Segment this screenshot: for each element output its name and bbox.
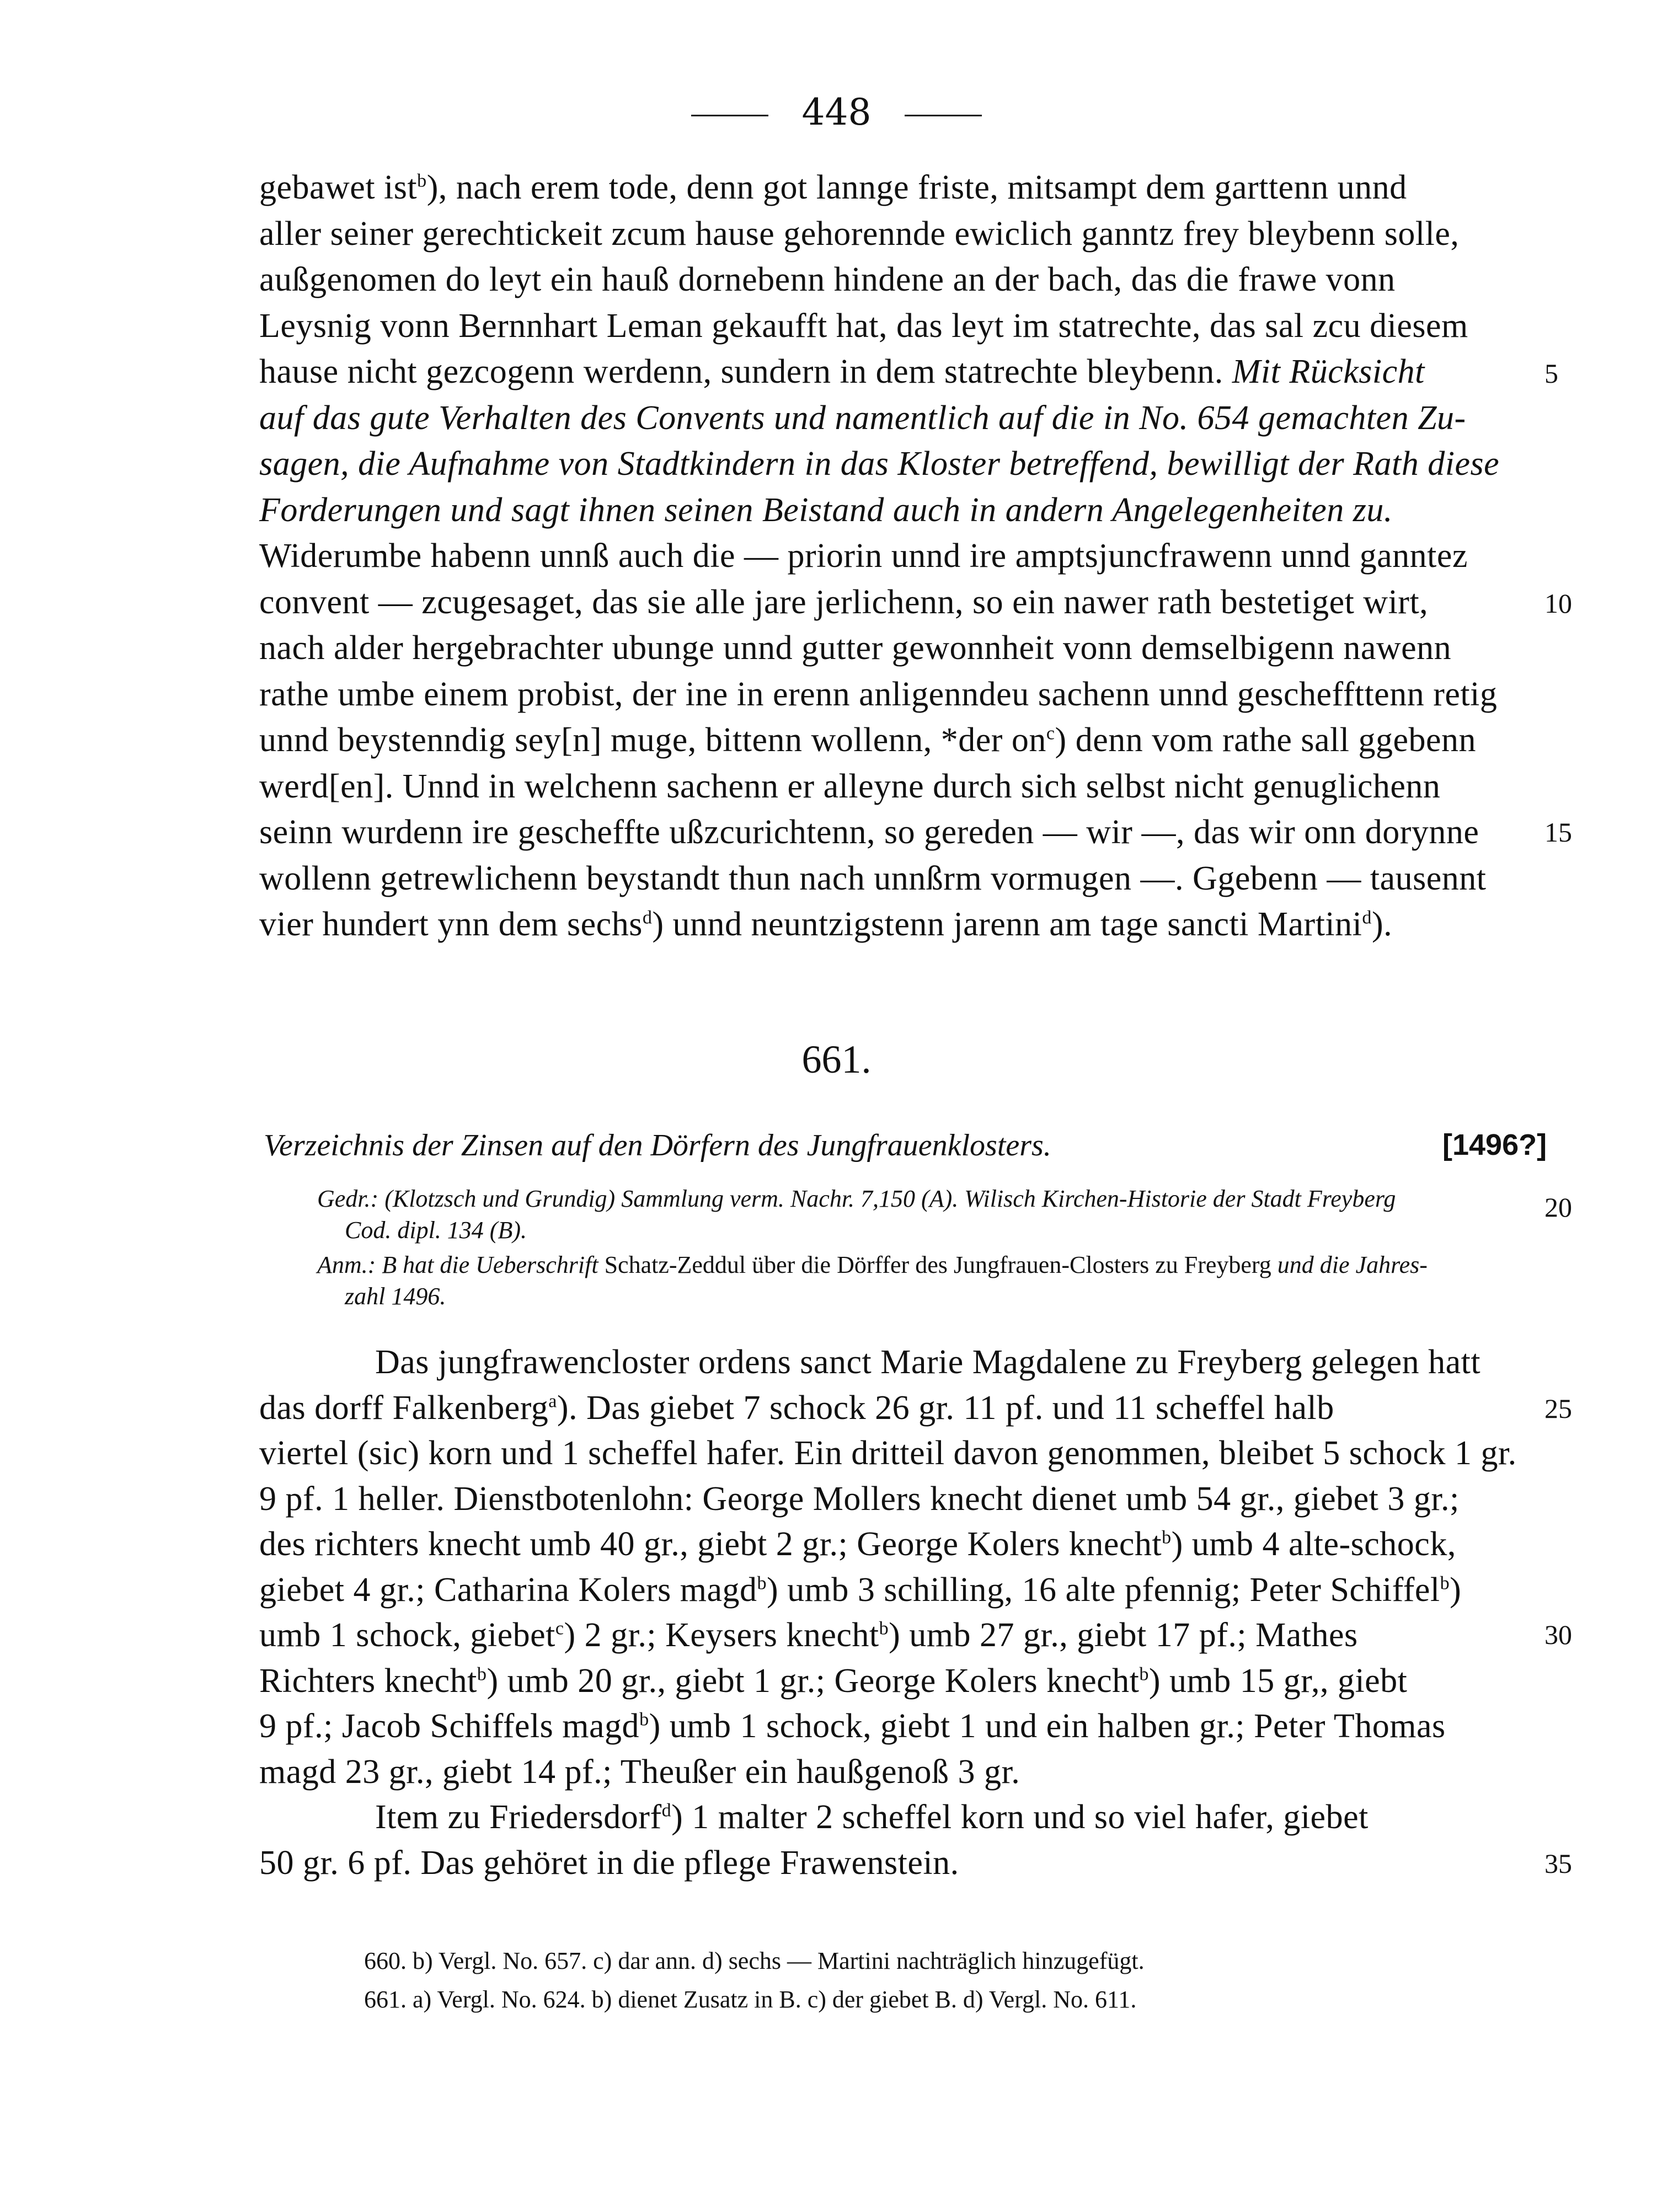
line-number: 10 [1544, 588, 1572, 619]
annotation-cont: zahl 1496. [345, 1283, 446, 1310]
header-dash-right [905, 115, 982, 116]
text-line: werd[en]. Unnd in welchenn sachenn er alleyne durch sich selbst nicht genuglichenn [259, 767, 1441, 805]
page-number: 448 [801, 91, 872, 133]
text-line: außgenomen do leyt ein hauß dornebenn hindene an der bach, das die frawe vonn [259, 261, 1396, 298]
text-line: umb 1 schock, giebet$^c$) 2 gr.; Keysers knecht$^b$) umb 27 gr., giebt 17 pf.; Mathes [259, 1616, 1358, 1654]
text-line: convent — zcugesaget, das sie alle jare jerlichenn, so ein nawer rath bestetiget wirt, [259, 583, 1429, 621]
line-number: 20 [1544, 1192, 1572, 1223]
text-line: des richters knecht umb 40 gr., giebt 2 gr.; George Kolers knecht$^b$) umb 4 alte-schock, [259, 1525, 1456, 1563]
text-line: 9 pf.; Jacob Schiffels magd$^b$) umb 1 schock, giebt 1 und ein halben gr.; Peter Thomas [259, 1707, 1446, 1745]
line-number: 35 [1544, 1848, 1572, 1879]
inline-italic: Mit Rücksicht [1223, 353, 1425, 390]
header-dash-left [691, 115, 768, 116]
text-line: Das jungfrawencloster ordens sanct Marie Magdalene zu Freyberg gelegen hatt [375, 1343, 1481, 1381]
text-line: unnd beystenndig sey[n] muge, bittenn wollenn, *der $on^c$) denn vom rathe sall ggebenn [259, 721, 1476, 759]
text-line: auf das gute Verhalten des Convents und namentlich auf die in No. 654 gemachten Zu- [259, 399, 1466, 437]
annotation-part: und die Jahres- [1271, 1251, 1428, 1278]
line-number: 30 [1544, 1619, 1572, 1650]
annotation-quote: Schatz-Zeddul über die Dörffer des Jungfrauen-Closters zu Freyberg [604, 1251, 1271, 1278]
regest-title: Verzeichnis der Zinsen auf den Dörfern des Jungfrauenklosters. [264, 1128, 1051, 1163]
text-line: 9 pf. 1 heller. Dienstbotenlohn: George Mollers knecht dienet umb 54 gr., giebet 3 gr.; [259, 1480, 1460, 1518]
text-line: Widerumbe habenn unnß auch die — priorin unnd ire amptsjuncfrawenn unnd ganntez [259, 537, 1468, 575]
text-line: das dorff Falkenberg$^a$). Das giebet 7 schock 26 gr. 11 pf. und 11 scheffel halb [259, 1389, 1334, 1427]
text-line: gebawet ist$^b$), nach erem tode, denn got lannge friste, mitsampt dem garttenn unnd [259, 169, 1407, 206]
text-line: 50 gr. 6 pf. Das gehöret in die pflege Frawenstein. [259, 1844, 959, 1882]
text-line: viertel (sic) korn und 1 scheffel hafer. Ein dritteil davon genommen, bleibet 5 schock 1 gr. [259, 1434, 1517, 1472]
text-line: rathe umbe einem probist, der ine in erenn anligenndeu sachenn unnd gescheffttenn retig [259, 675, 1498, 713]
line-number: 5 [1544, 358, 1558, 389]
document-date: [1496?] [1442, 1128, 1547, 1161]
text-line: seinn wurdenn ire gescheffte ußzcurichtenn, so gereden — wir —, das wir onn dorynne [259, 813, 1479, 851]
text-line: Item zu Friedersdorf$^d$) 1 malter 2 scheffel korn und so viel hafer, giebet [375, 1798, 1369, 1836]
annotation-part: Anm.: B hat die Ueberschrift [317, 1251, 605, 1278]
document-number: 661. [801, 1037, 872, 1081]
text-line: vier hundert ynn dem sechs$^d$) unnd neuntzigstenn jarenn am tage sancti Martini$^d$). [259, 906, 1393, 943]
footnote-660: 660. b) Vergl. No. 657. c) dar ann. d) sechs — Martini nachträglich hinzugefügt. [364, 1947, 1145, 1974]
text-line: nach alder hergebrachter ubunge unnd gutter gewonnheit vonn demselbigenn nawenn [259, 629, 1452, 667]
text-line: Leysnig vonn Bernnhart Leman gekaufft hat, das leyt im statrechte, das sal zcu diesem [259, 307, 1468, 345]
footnote-661: 661. a) Vergl. No. 624. b) dienet Zusatz in B. c) der giebet B. d) Vergl. No. 611. [364, 1986, 1137, 2013]
line-number: 25 [1544, 1393, 1572, 1424]
text-line: Forderungen und sagt ihnen seinen Beistand auch in andern Angelegenheiten zu. [259, 491, 1393, 529]
text-line: giebet 4 gr.; Catharina Kolers magd$^b$) umb 3 schilling, 16 alte pfennig; Peter Schiffel$^b$) [259, 1571, 1462, 1609]
print-reference: Gedr.: (Klotzsch und Grundig) Sammlung verm. Nachr. 7,150 (A). Wilisch Kirchen-Historie der Stadt Freyberg [317, 1185, 1396, 1212]
text-line: Richters knecht$^b$) umb 20 gr., giebt 1 gr.; George Kolers knecht$^b$) umb 15 gr,, giebt [259, 1662, 1408, 1700]
page-header [0, 91, 1673, 133]
text-line: wollenn getrewlichenn beystandt thun nach unnßrm vormugen —. Ggebenn — tausennt [259, 859, 1487, 897]
text-line: magd 23 gr., giebt 14 pf.; Theußer ein haußgenoß 3 gr. [259, 1753, 1020, 1791]
text-line: aller seiner gerechtickeit zcum hause gehorennde ewiclich ganntz frey bleybenn solle, [259, 215, 1460, 253]
line-number: 15 [1544, 817, 1572, 848]
annotation [317, 1251, 1428, 1279]
text-line: sagen, die Aufnahme von Stadtkindern in das Kloster betreffend, bewilligt der Rath diese [259, 445, 1500, 483]
text-line: hause nicht gezcogenn werdenn, sundern in dem statrechte bleybenn. Mit Rücksicht [259, 353, 1425, 390]
print-reference-cont: Cod. dipl. 134 (B). [345, 1217, 527, 1244]
